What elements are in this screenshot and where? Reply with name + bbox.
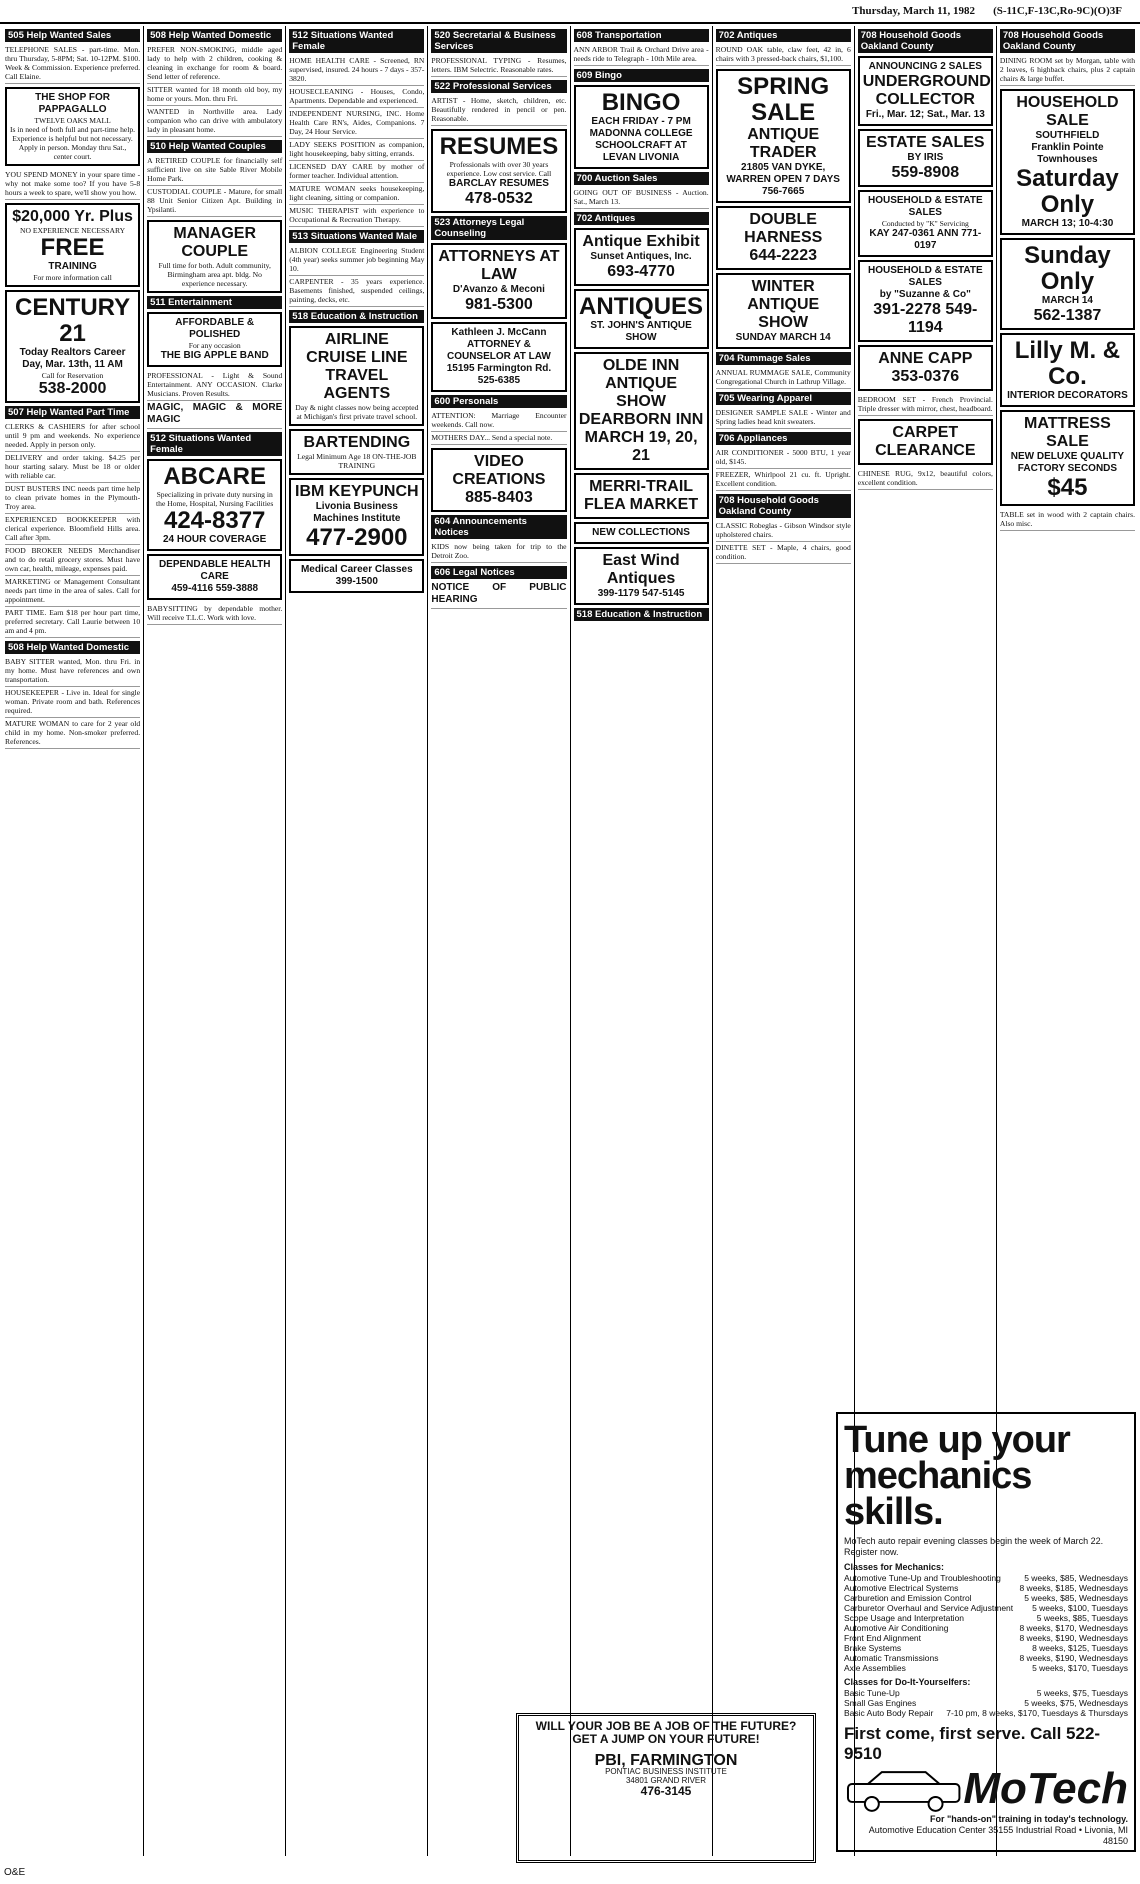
class-schedule: 5 weeks, $170, Tuesdays — [1032, 1663, 1128, 1673]
classified-ad: DUST BUSTERS INC needs part time help to clean private homes in the Plymouth-Troy area. — [5, 483, 140, 514]
motech-diy-table — [844, 1688, 1128, 1718]
ad-phone: 459-4116 559-3888 — [171, 583, 259, 594]
section-heading: 518 Education & Instruction — [289, 310, 424, 323]
class-name: Automotive Electrical Systems — [844, 1583, 959, 1593]
classified-ad: PREFER NON-SMOKING, middle aged lady to help with 2 children, cooking & cleaning in exchange for room & board. Send letter of reference. — [147, 44, 282, 84]
ad-headline: MERRI-TRAIL FLEA MARKET — [584, 478, 699, 513]
ad-phone: 981-5300 — [465, 296, 533, 313]
ad-phone: 538-2000 — [38, 380, 107, 397]
ad-phone: 399-1179 547-5145 — [597, 588, 685, 599]
display-ad — [431, 448, 566, 512]
ad-subtitle: Conducted by "K" Servicing — [881, 219, 969, 228]
ad-headline: ABCARE — [163, 463, 267, 490]
ad-body: Is in need of both full and part-time help. Experience is helpful but not necessary. Apply in person. Monday thru Sat., center court. — [10, 125, 136, 161]
ad-phone: 424-8377 — [163, 507, 266, 534]
section-heading: 604 Announcements Notices — [431, 515, 566, 539]
ad-date: MARCH 19, 20, 21 — [584, 429, 698, 464]
ad-phone: 15195 Farmington Rd. 525-6385 — [446, 363, 552, 386]
ad-body: Full time for both. Adult community, Birmingham area apt. bldg. No experience necessary. — [158, 261, 271, 288]
display-ad — [858, 260, 993, 342]
class-row — [844, 1603, 1128, 1613]
classified-ad: GOING OUT OF BUSINESS - Auction. Sat., March 13. — [574, 187, 709, 209]
ad-headline: $20,000 Yr. Plus — [12, 208, 133, 225]
ad-title: THE SHOP FOR PAPPAGALLO — [35, 92, 110, 115]
class-name: Automatic Transmissions — [844, 1653, 939, 1663]
ad-headline: MATTRESS SALE — [1024, 415, 1111, 450]
ad-body: Today Realtors Career Day, Mar. 13th, 11 AM — [19, 347, 126, 370]
section-heading: 700 Auction Sales — [574, 172, 709, 185]
display-ad — [716, 69, 851, 203]
ad-headline: Medical Career Classes — [300, 564, 413, 575]
ad-headline: CENTURY 21 — [15, 294, 131, 347]
ad-phone: 693-4770 — [607, 263, 675, 280]
ad-phone: 559-8908 — [891, 164, 960, 181]
ad-subtitle: Call for Reservation — [41, 371, 104, 380]
class-row — [844, 1643, 1128, 1653]
classified-ad: PART TIME. Earn $18 per hour part time, preferred secretary. Call Laurie between 10 am and 4 pm. — [5, 607, 140, 638]
display-ad — [574, 289, 709, 349]
ad-headline: VIDEO CREATIONS — [452, 453, 546, 488]
pbi-question: WILL YOUR JOB BE A JOB OF THE FUTURE? — [535, 1719, 797, 1733]
ad-phone: 644-2223 — [749, 247, 817, 264]
ad-headline: MANAGER COUPLE — [173, 225, 257, 260]
ad-subtitle: D'Avanzo & Meconi — [452, 284, 545, 295]
class-schedule: 5 weeks, $75, Wednesdays — [1024, 1698, 1128, 1708]
ad-body: MADONNA COLLEGE SCHOOLCRAFT AT LEVAN LIVONIA — [589, 128, 693, 163]
section-heading: 702 Antiques — [716, 29, 851, 42]
ad-phone: 885-8403 — [465, 489, 533, 506]
ad-headline: ANNE CAPP — [878, 350, 973, 367]
ad-subtitle: INTERIOR DECORATORS — [1007, 390, 1128, 401]
ad-headline: BARTENDING — [303, 434, 411, 451]
display-ad — [574, 352, 709, 470]
classified-ad: INDEPENDENT NURSING, INC. Home Health Care RN's, Aides, Companions. 7 Day, 24 Hour Service. — [289, 108, 424, 139]
section-heading: 512 Situations Wanted Female — [289, 29, 424, 53]
ad-headline: FREE — [40, 234, 105, 261]
display-ad — [431, 129, 566, 213]
ad-headline: HOUSEHOLD & ESTATE SALES — [867, 195, 983, 218]
classified-ad: TABLE set in wood with 2 captain chairs. Also misc. — [1000, 509, 1135, 531]
display-ad — [574, 473, 709, 519]
classified-ad: HOUSECLEANING - Houses, Condo, Apartments. Dependable and experienced. — [289, 86, 424, 108]
ad-price: $45 — [1047, 474, 1088, 501]
class-row — [844, 1633, 1128, 1643]
section-heading: 505 Help Wanted Sales — [5, 29, 140, 42]
class-schedule: 7-10 pm, 8 weeks, $170, Tuesdays & Thursdays — [946, 1708, 1128, 1718]
class-row — [844, 1613, 1128, 1623]
classified-ad: A RETIRED COUPLE for financially self sufficient live on site Sable River Mobile Home Park. — [147, 155, 282, 186]
classified-ad: ARTIST - Home, sketch, children, etc. Beautifully rendered in pencil or pen. Reasonable. — [431, 95, 566, 126]
ad-subtitle: BARCLAY RESUMES — [448, 178, 549, 189]
pbi-address: 34801 GRAND RIVER — [625, 1776, 707, 1785]
ad-date: Fri., Mar. 12; Sat., Mar. 13 — [865, 109, 985, 120]
classified-ad: DINING ROOM set by Morgan, table with 2 leaves, 6 highback chairs, plus 2 captain chairs & large buffet. — [1000, 55, 1135, 86]
classified-ad: PROFESSIONAL TYPING - Resumes, letters. IBM Selectric. Reasonable rates. — [431, 55, 566, 77]
ad-headline: BINGO — [601, 89, 681, 116]
class-row — [844, 1688, 1128, 1698]
pbi-name: PBI, FARMINGTON — [594, 1752, 738, 1769]
class-schedule: 8 weeks, $190, Wednesdays — [1019, 1633, 1128, 1643]
ad-headline: THE BIG APPLE BAND — [160, 350, 269, 361]
display-ad — [147, 220, 282, 293]
classified-ad: ALBION COLLEGE Engineering Student (4th year) seeks summer job beginning May 10. — [289, 245, 424, 276]
classified-ad: AIR CONDITIONER - 5000 BTU, 1 year old, $145. — [716, 447, 851, 469]
ad-body: Professionals with over 30 years experience. Low cost service. Call — [446, 160, 552, 178]
section-heading: 606 Legal Notices — [431, 566, 566, 579]
class-row — [844, 1583, 1128, 1593]
ad-title: AFFORDABLE & POLISHED — [175, 317, 255, 340]
ad-headline: NEW COLLECTIONS — [592, 527, 690, 538]
classified-ad: LADY SEEKS POSITION as companion, light housekeeping, baby sitting, errands. — [289, 139, 424, 161]
classified-ad: DESIGNER SAMPLE SALE - Winter and Spring ladies head knit sweaters. — [716, 407, 851, 429]
classified-ad: ANN ARBOR Trail & Orchard Drive area - needs ride to Telegraph - 10th Mile area. — [574, 44, 709, 66]
section-heading: 705 Wearing Apparel — [716, 392, 851, 405]
ad-headline: OLDE INN ANTIQUE SHOW DEARBORN INN — [578, 357, 704, 428]
ad-body: Legal Minimum Age 18 ON-THE-JOB TRAINING — [297, 452, 417, 470]
ad-headline: SPRING SALE — [737, 73, 830, 126]
class-name: Front End Alignment — [844, 1633, 922, 1643]
classified-ad: MUSIC THERAPIST with experience to Occupational & Recreation Therapy. — [289, 205, 424, 227]
ad-phone: 399-1500 — [335, 576, 378, 587]
ad-subtitle: NO EXPERIENCE NECESSARY — [20, 226, 126, 235]
ad-headline: Sunday Only — [1024, 242, 1111, 295]
section-heading: 522 Professional Services — [431, 80, 566, 93]
classified-ad: CHINESE RUG, 9x12, beautiful colors, excellent condition. — [858, 468, 993, 490]
motech-address: Automotive Education Center 35155 Industrial Road • Livonia, MI 48150 — [868, 1825, 1128, 1846]
classified-ad: TELEPHONE SALES - part-time. Mon. thru Thursday, 5-8PM; Sat. 10-12PM. $100. Week & Commission. Experience preferred. Call Elaine. — [5, 44, 140, 84]
display-ad — [1000, 410, 1135, 506]
section-heading: 507 Help Wanted Part Time — [5, 406, 140, 419]
class-schedule: 8 weeks, $185, Wednesdays — [1019, 1583, 1128, 1593]
ad-phone: 391-2278 549-1194 — [873, 301, 978, 336]
classified-ad: NOTICE OF PUBLIC HEARING — [431, 581, 566, 609]
display-ad — [147, 459, 282, 551]
display-ad — [1000, 333, 1135, 407]
display-ad — [289, 326, 424, 426]
class-schedule: 5 weeks, $100, Tuesdays — [1032, 1603, 1128, 1613]
section-heading: 704 Rummage Sales — [716, 352, 851, 365]
classified-ad: ANNUAL RUMMAGE SALE, Community Congregational Church in Lathrup Village. — [716, 367, 851, 389]
section-heading: 708 Household Goods Oakland County — [716, 494, 851, 518]
display-ad — [5, 87, 140, 166]
class-name: Basic Tune-Up — [844, 1688, 900, 1698]
classified-ad: CLERKS & CASHIERS for after school until 9 pm and weekends. No experience needed. Apply in person only. — [5, 421, 140, 452]
section-heading: 609 Bingo — [574, 69, 709, 82]
class-schedule: 8 weeks, $170, Wednesdays — [1019, 1623, 1128, 1633]
ad-subtitle: BY IRIS — [907, 152, 944, 163]
ad-headline: ATTORNEYS AT LAW — [438, 248, 560, 283]
ad-subtitle: EACH FRIDAY - 7 PM — [591, 116, 691, 127]
classified-ad: KIDS now being taken for trip to the Detroit Zoo. — [431, 541, 566, 563]
ad-subtitle: ST. JOHN'S ANTIQUE SHOW — [590, 320, 692, 343]
ad-date: SUNDAY MARCH 14 — [735, 332, 831, 343]
ad-headline: HOUSEHOLD & ESTATE SALES — [867, 265, 983, 288]
motech-tagline: For "hands-on" training in today's technology. — [929, 1814, 1128, 1824]
classified-ad: EXPERIENCED BOOKKEEPER with clerical experience. Bloomfield Hills area. Call after 3pm. — [5, 514, 140, 545]
ad-phone: 562-1387 — [1033, 307, 1102, 324]
ad-headline: ANTIQUES — [579, 293, 704, 320]
column-3 — [286, 26, 428, 1856]
ad-headline: UNDERGROUND COLLECTOR — [862, 73, 991, 108]
motech-diy-title: Classes for Do-It-Yourselfers: — [844, 1677, 971, 1687]
ad-subtitle: ANNOUNCING 2 SALES — [868, 61, 982, 72]
ad-subtitle: 24 HOUR COVERAGE — [163, 534, 267, 545]
display-ad — [716, 273, 851, 349]
section-heading: 708 Household Goods Oakland County — [858, 29, 993, 53]
ad-subtitle: NEW DELUXE QUALITY FACTORY SECONDS — [1010, 451, 1125, 474]
classified-ad: BEDROOM SET - French Provincial. Triple dresser with mirror, chest, headboard. — [858, 394, 993, 416]
section-heading: 518 Education & Instruction — [574, 608, 709, 621]
classified-ad: CARPENTER - 35 years experience. Basements finished, suspended ceilings, painting, decks, etc. — [289, 276, 424, 307]
classified-ad: CLASSIC Robeglas - Gibson Windsor style upholstered chairs. — [716, 520, 851, 542]
column-1 — [2, 26, 144, 1856]
page-header — [0, 0, 1140, 24]
section-heading: 600 Personals — [431, 395, 566, 408]
column-5 — [571, 26, 713, 1856]
classified-ad: ROUND OAK table, claw feet, 42 in, 6 chairs with 3 pressed-back chairs, $1,100. — [716, 44, 851, 66]
classified-ad: PROFESSIONAL - Light & Sound Entertainment. ANY OCCASION. Clarke Musicians. Proven Results. — [147, 370, 282, 401]
ad-headline: RESUMES — [439, 133, 559, 160]
class-name: Carburetor Overhaul and Service Adjustment — [844, 1603, 1014, 1613]
ad-subtitle: Sunset Antiques, Inc. — [590, 251, 692, 262]
car-icon — [844, 1766, 963, 1812]
display-ad — [858, 129, 993, 187]
classified-ad: SITTER wanted for 18 month old boy, my home or yours. Mon. thru Fri. — [147, 84, 282, 106]
ad-time: MARCH 13; 10-4:30 — [1021, 218, 1114, 229]
display-ad — [858, 56, 993, 126]
section-heading: 512 Situations Wanted Female — [147, 432, 282, 456]
class-name: Small Gas Engines — [844, 1698, 917, 1708]
ad-headline: East Wind Antiques — [602, 552, 680, 587]
class-schedule: 5 weeks, $85, Wednesdays — [1024, 1573, 1128, 1583]
section-heading: 608 Transportation — [574, 29, 709, 42]
class-schedule: 8 weeks, $125, Tuesdays — [1032, 1643, 1128, 1653]
section-heading: 702 Antiques — [574, 212, 709, 225]
class-row — [844, 1593, 1128, 1603]
class-name: Brake Systems — [844, 1643, 902, 1653]
section-heading: 510 Help Wanted Couples — [147, 140, 282, 153]
class-row — [844, 1698, 1128, 1708]
ad-headline: DEPENDABLE HEALTH CARE — [158, 559, 271, 582]
ad-phone: 477-2900 — [306, 524, 408, 551]
section-heading: 706 Appliances — [716, 432, 851, 445]
ad-subtitle: TWELVE OAKS MALL — [34, 116, 111, 125]
display-ad — [574, 522, 709, 544]
class-row — [844, 1653, 1128, 1663]
classified-ad: FREEZER, Whirlpool 21 cu. ft. Upright. Excellent condition. — [716, 469, 851, 491]
section-heading: 523 Attorneys Legal Counseling — [431, 216, 566, 240]
display-ad — [147, 312, 282, 367]
display-ad — [574, 228, 709, 286]
display-ad — [574, 85, 709, 169]
classified-ad: MARKETING or Management Consultant needs part time in the area of sales. Call for appointment. — [5, 576, 140, 607]
ad-body: Franklin Pointe Townhouses — [1031, 142, 1104, 165]
column-6 — [713, 26, 855, 1856]
pbi-subtitle: PONTIAC BUSINESS INSTITUTE — [605, 1767, 727, 1776]
classified-ad: MAGIC, MAGIC & MORE MAGIC — [147, 401, 282, 429]
classified-ad: MATURE WOMAN seeks housekeeping, light cleaning, sitting or companion. — [289, 183, 424, 205]
ad-headline: HOUSEHOLD SALE — [1016, 94, 1119, 129]
section-heading: 508 Help Wanted Domestic — [5, 641, 140, 654]
class-row — [844, 1708, 1128, 1718]
display-ad — [147, 554, 282, 600]
column-4 — [428, 26, 570, 1856]
ad-subtitle: SOUTHFIELD — [1035, 130, 1100, 141]
class-schedule: 5 weeks, $85, Wednesdays — [1024, 1593, 1128, 1603]
ad-headline: AIRLINE CRUISE LINE TRAVEL AGENTS — [306, 331, 408, 402]
ad-headline: DOUBLE HARNESS — [744, 211, 823, 246]
classified-ad: DELIVERY and order taking. $4.25 per hour starting salary. Must be 18 or older with reliable car. — [5, 452, 140, 483]
ad-headline: ESTATE SALES — [866, 134, 985, 151]
display-ad — [858, 190, 993, 257]
display-ad — [858, 345, 993, 391]
ad-date: MARCH 14 — [1041, 295, 1093, 306]
pbi-ad — [516, 1713, 816, 1863]
class-schedule: 5 weeks, $85, Tuesdays — [1036, 1613, 1128, 1623]
class-schedule: 8 weeks, $190, Wednesdays — [1019, 1653, 1128, 1663]
ad-headline: WINTER ANTIQUE SHOW — [747, 278, 820, 331]
class-row — [844, 1573, 1128, 1583]
classified-ad: HOME HEALTH CARE - Screened, RN supervised, insured. 24 hours - 7 days - 357-3820. — [289, 55, 424, 86]
ad-headline: CARPET CLEARANCE — [875, 424, 976, 459]
classified-ad: MATURE WOMAN to care for 2 year old child in my home. Non-smoker preferred. References. — [5, 718, 140, 749]
display-ad — [289, 429, 424, 475]
display-ad — [716, 206, 851, 270]
classified-ad: CUSTODIAL COUPLE - Mature, for small 88 Unit Senior Citizen Apt. Building in Ypsilanti. — [147, 186, 282, 217]
ad-subtitle: ANTIQUE TRADER — [747, 126, 820, 161]
motech-ad — [836, 1412, 1136, 1852]
display-ad — [289, 559, 424, 593]
classified-ad: MOTHERS DAY... Send a special note. — [431, 432, 566, 445]
class-name: Automotive Air Conditioning — [844, 1623, 949, 1633]
display-ad — [1000, 238, 1135, 330]
display-ad — [431, 243, 566, 319]
class-schedule: 5 weeks, $75, Tuesdays — [1036, 1688, 1128, 1698]
motech-headline: Tune up your mechanics skills. — [844, 1419, 1070, 1533]
classified-ad: ATTENTION: Marriage Encounter weekends. Call now. — [431, 410, 566, 432]
page-footer: O&E — [4, 1867, 26, 1878]
ad-body: 21805 VAN DYKE, WARREN OPEN 7 DAYS 756-7665 — [726, 162, 840, 197]
ad-headline: Lilly M. & Co. — [1014, 337, 1121, 390]
ad-body: For more information call — [33, 273, 112, 282]
motech-classes-title: Classes for Mechanics: — [844, 1562, 945, 1572]
class-name: Automotive Tune-Up and Troubleshooting — [844, 1573, 1001, 1583]
classified-ad: WANTED in Northville area. Lady companion who can drive with ambulatory lady in pleasant home. — [147, 106, 282, 137]
ad-phone: 353-0376 — [891, 368, 960, 385]
ad-phone: KAY 247-0361 ANN 771-0197 — [869, 228, 982, 251]
ad-subtitle: by "Suzanne & Co" — [879, 289, 971, 300]
display-ad — [1000, 89, 1135, 235]
motech-classes-table — [844, 1573, 1128, 1673]
classified-ad: DINETTE SET - Maple, 4 chairs, good condition. — [716, 542, 851, 564]
ad-body: Specializing in private duty nursing in the Home, Hospital, Nursing Facilities — [156, 490, 274, 508]
display-ad — [858, 419, 993, 465]
ad-subtitle: For any occasion — [188, 341, 241, 350]
display-ad — [574, 547, 709, 605]
ad-body: Day & night classes now being accepted at Michigan's first private travel school. — [295, 403, 419, 421]
motech-cta: First come, first serve. Call 522-9510 — [844, 1724, 1101, 1763]
ad-headline: Antique Exhibit — [582, 233, 700, 250]
section-heading: 520 Secretarial & Business Services — [431, 29, 566, 53]
classified-ad: HOUSEKEEPER - Live in. Ideal for single woman. Private room and bath. References required. — [5, 687, 140, 718]
ad-phone: 478-0532 — [465, 190, 533, 207]
motech-lead: MoTech auto repair evening classes begin the week of March 22. Register now. — [844, 1536, 1104, 1557]
classified-ad: FOOD BROKER NEEDS Merchandiser and to do retail grocery stores. Must have own car, health, mileage, expenses paid. — [5, 545, 140, 576]
header-date: Thursday, March 11, 1982 — [852, 5, 976, 17]
ad-date: Saturday Only — [1016, 165, 1119, 218]
ad-subtitle: Livonia Business Machines Institute — [313, 501, 401, 524]
section-heading: 708 Household Goods Oakland County — [1000, 29, 1135, 53]
column-2 — [144, 26, 286, 1856]
section-heading: 508 Help Wanted Domestic — [147, 29, 282, 42]
classified-ad: LICENSED DAY CARE by mother of former teacher. Individual attention. — [289, 161, 424, 183]
pbi-question-2: GET A JUMP ON YOUR FUTURE! — [572, 1732, 760, 1746]
header-code: (S-11C,F-13C,Ro-9C)(O)3F — [993, 5, 1122, 17]
section-heading: 511 Entertainment — [147, 296, 282, 309]
classified-ad: BABYSITTING by dependable mother. Will receive T.L.C. Work with love. — [147, 603, 282, 625]
class-name: Axle Assemblies — [844, 1663, 906, 1673]
class-row — [844, 1623, 1128, 1633]
display-ad — [5, 290, 140, 403]
class-name: Basic Auto Body Repair — [844, 1708, 934, 1718]
classified-ad: YOU SPEND MONEY in your spare time - why not make some too? If you have 5-8 hours a week to spare, we'll show you how. — [5, 169, 140, 200]
pbi-phone: 476-3145 — [640, 1784, 692, 1798]
ad-headline: Kathleen J. McCann ATTORNEY & COUNSELOR AT LAW — [446, 327, 551, 362]
class-name: Carburetion and Emission Control — [844, 1593, 972, 1603]
ad-headline: IBM KEYPUNCH — [295, 483, 419, 500]
display-ad — [289, 478, 424, 556]
ad-subtitle: TRAINING — [48, 261, 97, 272]
class-row — [844, 1663, 1128, 1673]
display-ad — [5, 203, 140, 287]
class-name: Scope Usage and Interpretation — [844, 1613, 965, 1623]
section-heading: 513 Situations Wanted Male — [289, 230, 424, 243]
classified-ad: BABY SITTER wanted, Mon. thru Fri. in my home. Must have references and own transportation. — [5, 656, 140, 687]
motech-logo: MoTech — [963, 1764, 1128, 1813]
display-ad — [431, 322, 566, 392]
